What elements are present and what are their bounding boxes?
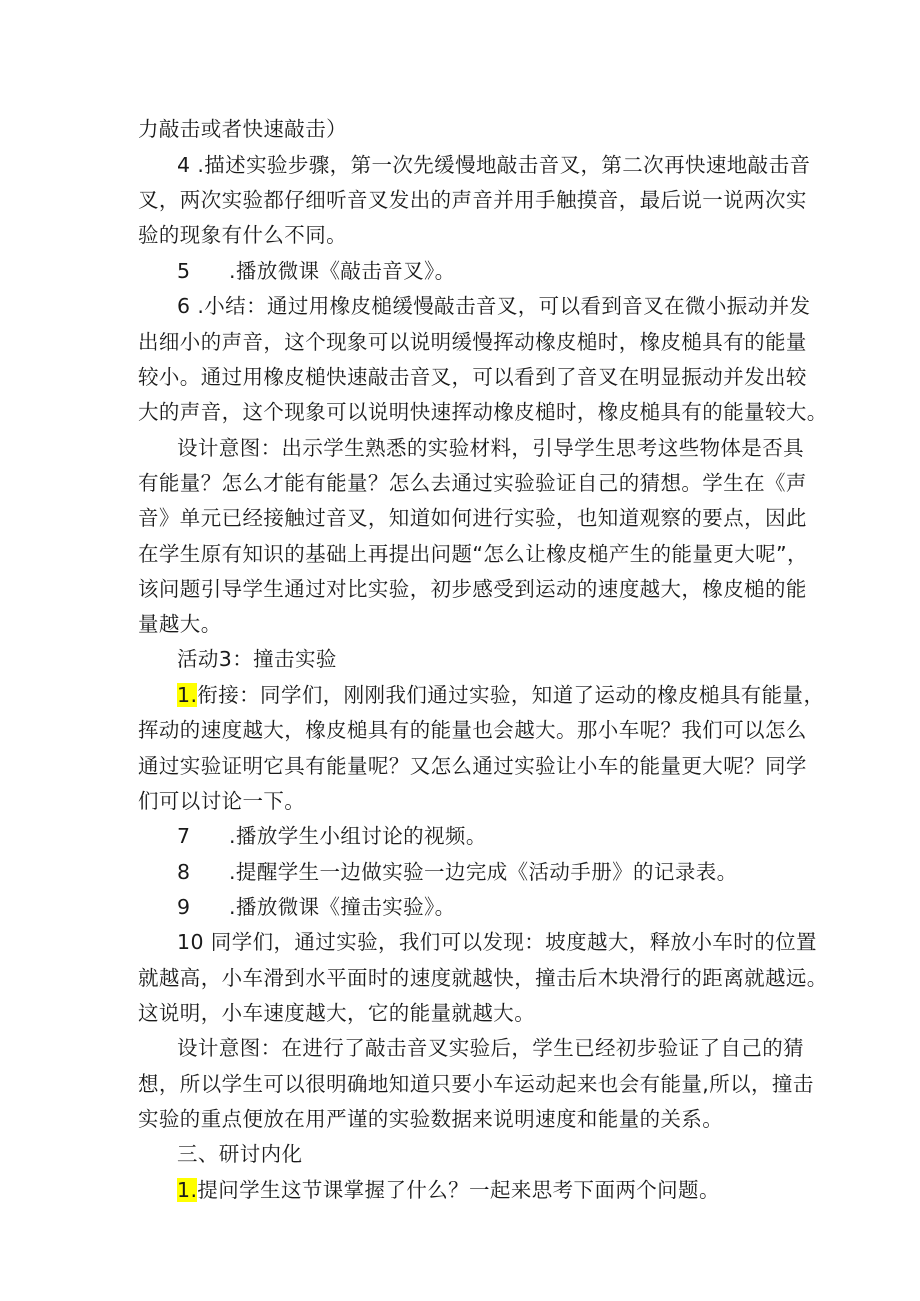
section-heading: 三、研讨内化 [177,1142,303,1166]
step-text: 提问学生这节课掌握了什么？一起来思考下面两个问题。 [197,1178,720,1202]
paragraph-line: 叉，两次实验都仔细听音叉发出的声音并用手触摸音，最后说一说两次实 [138,188,807,212]
step-4-line: 4 .描述实验步骤，第一次先缓慢地敲击音叉，第二次再快速地敲击音 [177,153,811,177]
step-number: 8 [177,860,191,884]
paragraph-line: 在学生原有知识的基础上再提出问题“怎么让橡皮槌产生的能量更大呢”， [138,542,808,566]
paragraph-line: 就越高，小车滑到水平面时的速度就越快，撞击后木块滑行的距离就越远。 [138,966,828,990]
paragraph-line: 大的声音，这个现象可以说明快速挥动橡皮槌时，橡皮槌具有的能量较大。 [138,400,828,424]
paragraph-line: 们可以讨论一下。 [138,789,306,813]
paragraph-line: 实验的重点便放在用严谨的实验数据来说明速度和能量的关系。 [138,1107,724,1131]
paragraph-line: 想，所以学生可以很明确地知道只要小车运动起来也会有能量,所以，撞击 [138,1072,814,1096]
step-8-line [177,856,738,888]
design-intent-line: 设计意图：在进行了敲击音叉实验后，学生已经初步验证了自己的猜 [177,1036,804,1060]
step-text: .播放学生小组讨论的视频。 [229,824,487,848]
paragraph-line: 验的现象有什么不同。 [138,223,347,247]
paragraph-line: 较小。通过用橡皮槌快速敲击音叉，可以看到了音叉在明显振动并发出较 [138,365,807,389]
section-heading: 活动3：撞击实验 [177,647,337,671]
design-intent-line: 设计意图：出示学生熟悉的实验材料，引导学生思考这些物体是否具 [177,436,804,460]
step-text: .播放微课《撞击实验》。 [229,895,456,919]
paragraph-line: 有能量？怎么才能有能量？怎么去通过实验验证自己的猜想。学生在《声 [138,471,807,495]
step-text: .播放微课《敲击音叉》。 [229,259,456,283]
paragraph-line: 这说明，小车速度越大，它的能量就越大。 [138,1001,536,1025]
step-text: .提醒学生一边做实验一边完成《活动手册》的记录表。 [229,860,738,884]
paragraph-line: 出细小的声音，这个现象可以说明缓慢挥动橡皮槌时，橡皮槌具有的能量 [138,330,807,354]
step-text: 衔接：同学们，刚刚我们通过实验，知道了运动的橡皮槌具有能量， [197,683,825,707]
paragraph-line: 力敲击或者快速敲击） [138,117,347,141]
paragraph-line: 音》单元已经接触过音叉，知道如何进行实验，也知道观察的要点，因此 [138,506,807,530]
paragraph-line: 该问题引导学生通过对比实验，初步感受到运动的速度越大，橡皮槌的能 [138,577,807,601]
highlighted-number: 1. [177,1178,198,1202]
step-number: 5 [177,259,191,283]
highlighted-number: 1. [177,683,198,707]
step-9-line [177,891,456,923]
step-6-line: 6 .小结：通过用橡皮槌缓慢敲击音叉，可以看到音叉在微小振动并发 [177,294,811,318]
step-7-line [177,820,487,852]
paragraph-line: 量越大。 [138,612,222,636]
step-number: 7 [177,824,191,848]
paragraph-line: 挥动的速度越大，橡皮槌具有的能量也会越大。那小车呢？我们可以怎么 [138,718,807,742]
paragraph-line: 通过实验证明它具有能量呢？又怎么通过实验让小车的能量更大呢？同学 [138,754,807,778]
step-number: 9 [177,895,191,919]
step-5-line [177,255,456,287]
activity-1-line [177,679,825,711]
discussion-1-line [177,1174,720,1206]
step-10-line: 10 同学们，通过实验，我们可以发现：坡度越大，释放小车时的位置 [177,930,817,954]
